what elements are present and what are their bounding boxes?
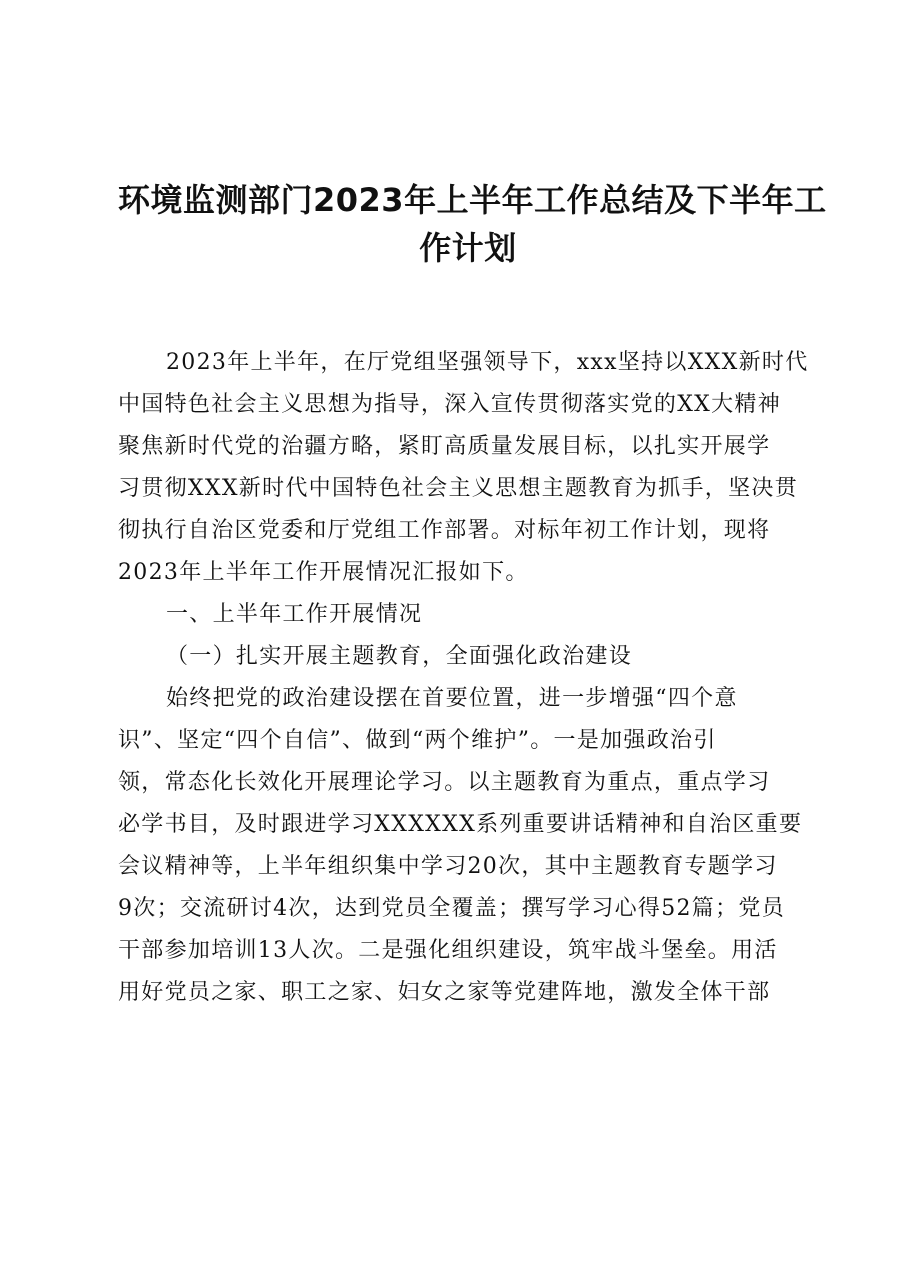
body-line: 聚焦新时代党的治疆方略，紧盯高质量发展目标，以扎实开展学 (118, 434, 771, 459)
body-line: 习贯彻XXX新时代中国特色社会主义思想主题教育为抓手，坚决贯 (118, 476, 798, 501)
body-line: 2023年上半年工作开展情况汇报如下。 (118, 560, 529, 585)
body-line: 领，常态化长效化开展理论学习。以主题教育为重点，重点学习 (118, 770, 771, 795)
body-line: 用好党员之家、职工之家、妇女之家等党建阵地，激发全体干部 (118, 980, 771, 1005)
body-line: 干部参加培训13人次。二是强化组织建设，筑牢战斗堡垒。用活 (118, 938, 778, 963)
title-line-1: 环境监测部门2023年上半年工作总结及下半年工 (118, 181, 827, 219)
subsection-heading: （一）扎实开展主题教育，全面强化政治建设 (166, 644, 633, 669)
body-line: 必学书目，及时跟进学习XXXXXX系列重要讲话精神和自治区重要 (118, 812, 803, 837)
body-line: 9次；交流研讨4次，达到党员全覆盖；撰写学习心得52篇；党员 (118, 896, 785, 921)
body-line: 会议精神等，上半年组织集中学习20次，其中主题教育专题学习 (118, 854, 778, 879)
body-line: 中国特色社会主义思想为指导，深入宣传贯彻落实党的XX大精神 (118, 392, 782, 417)
document-title (118, 176, 827, 272)
document-body (118, 342, 808, 1014)
title-line-2: 作计划 (419, 229, 517, 267)
body-line: 彻执行自治区党委和厅党组工作部署。对标年初工作计划，现将 (118, 518, 771, 543)
body-line: 始终把党的政治建设摆在首要位置，进一步增强“四个意 (166, 686, 738, 711)
body-line: 识”、坚定“四个自信”、做到“两个维护”。一是加强政治引 (118, 728, 717, 753)
section-heading: 一、上半年工作开展情况 (166, 602, 423, 627)
body-line: 2023年上半年，在厅党组坚强领导下，xxx坚持以XXX新时代 (166, 350, 809, 375)
